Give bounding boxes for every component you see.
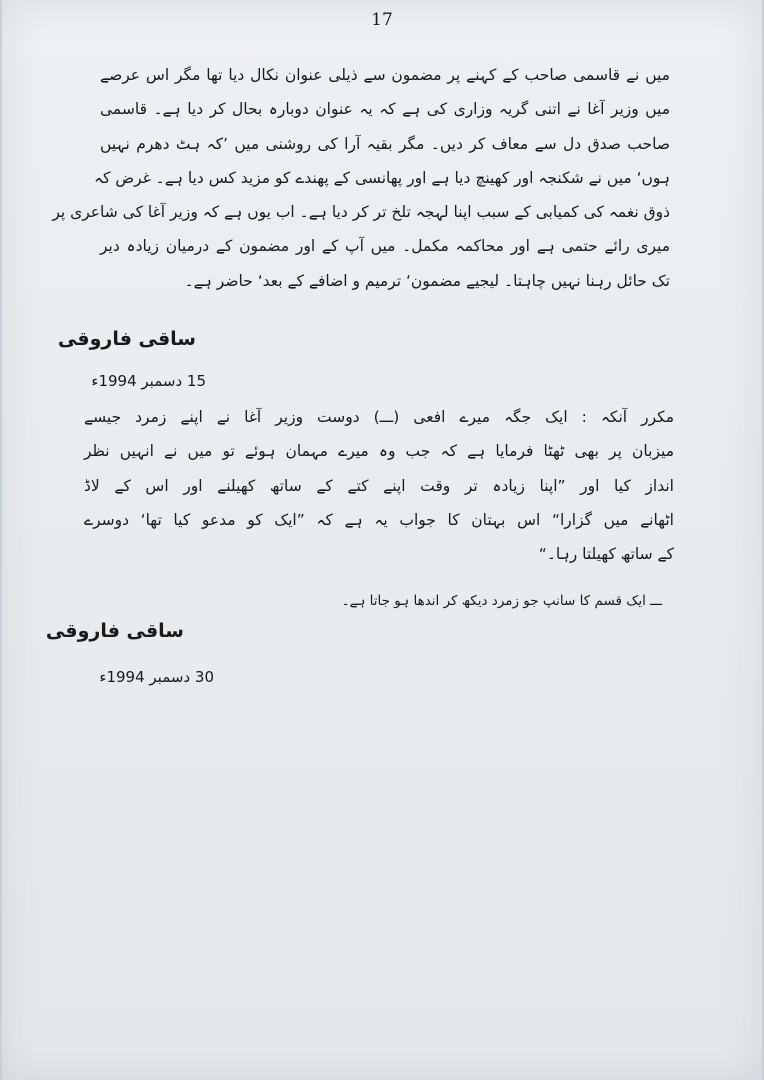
intro-line: میں وزیر آغا نے اتنی گریہ وزاری کی ہے کہ یہ عنوان دوبارہ بحال کر دیا ہے۔ قاسمی (100, 100, 670, 119)
intro-line: ذوق نغمہ کی کمیابی کے سبب اپنا لہجہ تلخ تر کر دیا ہے۔ اب یوں ہے کہ وزیر آغا کی شاعری پر (52, 203, 670, 222)
intro-line: میں نے قاسمی صاحب کے کہنے پر مضمون سے ذیلی عنوان نکال دیا تھا مگر اس عرصے (100, 66, 670, 84)
intro-line: صاحب صدق دل سے معاف کر دیں۔ مگر بقیہ آرا کی روشنی میں ’کہ ہٹ دھرم نہیں (100, 134, 670, 153)
signature-second: ساقی فاروقی (45, 620, 184, 642)
intro-line: تک حائل رہنا نہیں چاہتا۔ لیجیے مضمون‘ ترمیم و اضافے کے بعد‘ حاضر ہے۔ (184, 271, 670, 290)
date-first: 15 دسمبر 1994ء (91, 372, 206, 390)
postscript-line: کے ساتھ کھیلتا رہا۔“ (538, 545, 674, 564)
postscript-line: اٹھانے میں گزارا“ اس بہتان کا جواب یہ ہے کہ ”ایک کو مدعو کیا تھا‘ دوسرے (84, 510, 674, 529)
postscript-paragraph (84, 400, 674, 571)
intro-paragraph (52, 58, 670, 298)
postscript-line: میزبان پر بھی ٹھٹا فرمایا ہے کہ جب وہ میرے مہمان ہوئے تو میں نے انہیں نظر (84, 442, 674, 461)
page-number: 17 (371, 10, 393, 30)
intro-line: میری رائے حتمی ہے اور محاکمہ مکمل۔ میں آپ کے اور مضمون کے درمیان زیادہ دیر (100, 237, 670, 256)
signature-first: ساقی فاروقی (57, 328, 196, 350)
postscript-line: انداز کیا اور ”اپنا زیادہ تر وقت اپنے کتے کے ساتھ کھیلنے اور اس کے لاڈ (84, 476, 674, 495)
intro-line: ہوں‘ میں نے شکنجہ اور کھینچ دیا ہے اور پھانسی کے پھندے کو مزید کس دیا ہے۔ غرض کہ (93, 168, 670, 187)
book-page (2, 0, 762, 1080)
postscript-line: مکرر آنکہ : ایک جگہ میرے افعی (ـــ) دوست وزیر آغا نے اپنے زمرد جیسے (84, 408, 674, 426)
footnote: ـــ ایک قسم کا سانپ جو زمرد دیکھ کر اندھا ہو جاتا ہے۔ (341, 593, 662, 609)
date-second: 30 دسمبر 1994ء (99, 668, 214, 686)
